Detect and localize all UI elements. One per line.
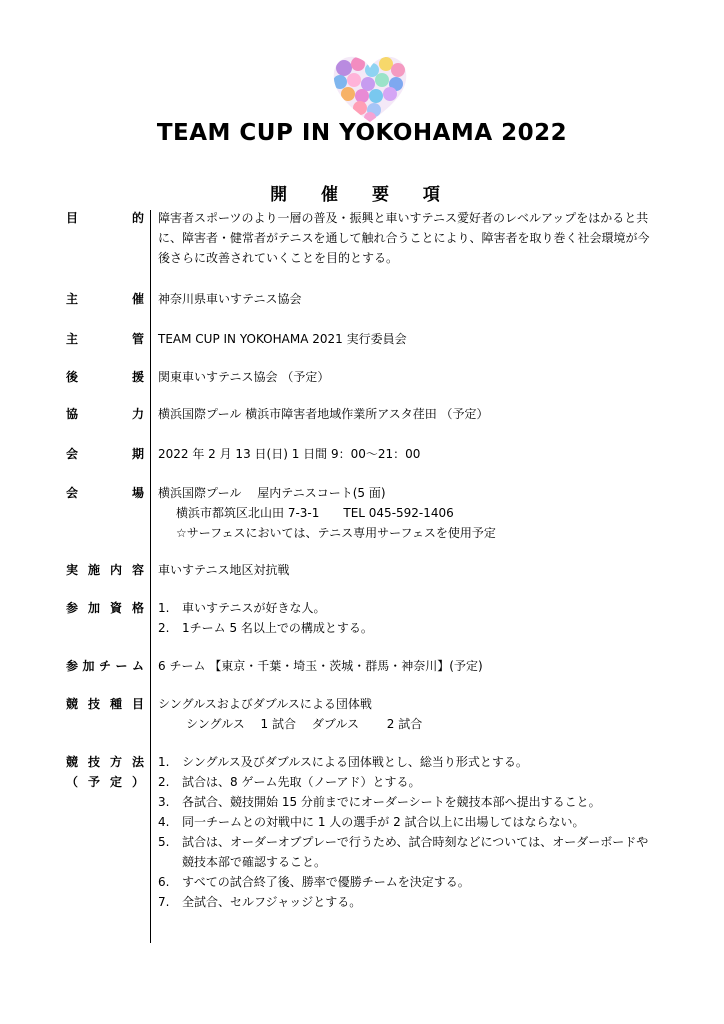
list-item: 3. 各試合、競技開始 15 分前までにオーダーシートを競技本部へ提出すること。 — [158, 795, 601, 809]
list-item: 2. 1チーム 5 名以上での構成とする。 — [158, 621, 373, 635]
row-label: 実 施 内 容 — [66, 563, 144, 577]
row-label: 後 援 — [66, 370, 144, 384]
list-item: 1. シングルス及びダブルスによる団体戦とし、総当り形式とする。 — [158, 755, 528, 769]
row-label: 参 加 資 格 — [66, 601, 144, 615]
row-label: 目 的 — [66, 211, 144, 225]
row-label: 競 技 方 法 （ 予 定 ） — [66, 755, 144, 789]
list-item: 2. 試合は、8 ゲーム先取（ノーアド）とする。 — [158, 775, 421, 789]
row-label: 主 催 — [66, 292, 144, 306]
row-label: 参 加 チ ー ム — [66, 659, 144, 673]
row-label: 主 管 — [66, 332, 144, 346]
row-content: 関東車いすテニス協会 （予定） — [158, 370, 330, 384]
label-divider — [150, 210, 151, 943]
row-content: 横浜国際プール 横浜市障害者地域作業所アスタ荏田 （予定） — [158, 407, 489, 421]
document-title: TEAM CUP IN YOKOHAMA 2022 — [156, 120, 568, 146]
row-label: 協 力 — [66, 407, 144, 421]
row-content — [158, 694, 658, 734]
row-content: 障害者スポーツのより一層の普及・振興と車いすテニス愛好者のレベルアップをはかると共に、障害者・健常者がテニスを通して触れ合うことにより、障害者を取り巻く社会環境が今後さらに改善されていくことを目的とする。 — [158, 211, 650, 265]
row-content: 6 チーム 【東京・千葉・埼玉・茨城・群馬・神奈川】(予定) — [158, 659, 483, 673]
events-detail: シングルス 1 試合 ダブルス 2 試合 — [186, 717, 423, 731]
row-content: TEAM CUP IN YOKOHAMA 2021 実行委員会 — [158, 332, 407, 346]
row-content — [158, 752, 658, 912]
row-content: 車いすテニス地区対抗戦 — [158, 563, 290, 577]
venue-note: ☆サーフェスにおいては、テニス専用サーフェスを使用予定 — [176, 526, 496, 540]
row-content — [158, 598, 658, 638]
section-heading: 開 催 要 項 — [270, 185, 454, 205]
list-item: 5. 試合は、オーダーオブプレーで行うため、試合時刻などについては、オーダーボードや競技本部で確認すること。 — [158, 835, 649, 869]
row-content — [158, 483, 658, 543]
events-line: シングルスおよびダブルスによる団体戦 — [158, 697, 372, 711]
row-label: 会 期 — [66, 447, 144, 461]
venue-address: 横浜市都筑区北山田 7-3-1 TEL 045-592-1406 — [176, 506, 454, 520]
row-content: 2022 年 2 月 13 日(日) 1 日間 9：00～21：00 — [158, 447, 421, 461]
venue-line: 横浜国際プール 屋内テニスコート(5 面) — [158, 486, 386, 500]
list-item: 4. 同一チームとの対戦中に 1 人の選手が 2 試合以上に出場してはならない。 — [158, 815, 585, 829]
list-item: 7. 全試合、セルフジャッジとする。 — [158, 895, 362, 909]
row-label: 会 場 — [66, 486, 144, 500]
row-content: 神奈川県車いすテニス協会 — [158, 292, 302, 306]
row-label: 競 技 種 目 — [66, 697, 144, 711]
list-item: 6. すべての試合終了後、勝率で優勝チームを決定する。 — [158, 875, 470, 889]
heart-collage-logo-icon — [332, 54, 408, 124]
list-item: 1. 車いすテニスが好きな人。 — [158, 601, 326, 615]
